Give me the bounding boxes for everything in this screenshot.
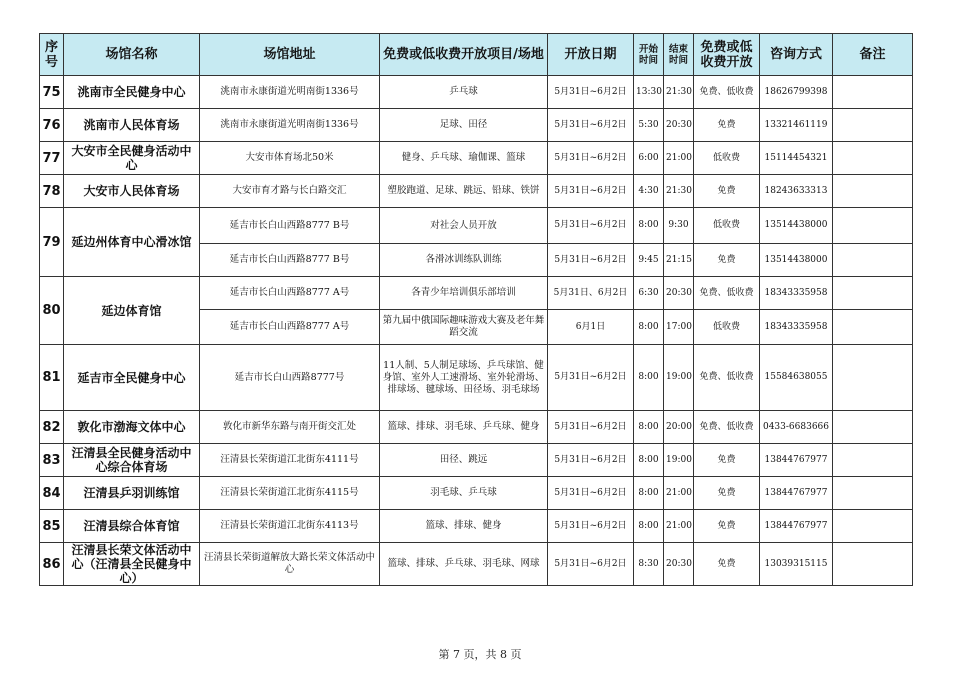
note-cell: [833, 277, 913, 310]
open-items: 乒乓球: [380, 76, 548, 109]
venue-address: 大安市育才路与长白路交汇: [200, 175, 380, 208]
fee-type: 免费: [694, 510, 760, 543]
venue-name: 汪清县长荣文体活动中心（汪清县全民健身中心）: [64, 543, 200, 586]
row-seq: 77: [40, 142, 64, 175]
contact-phone: 18243633313: [760, 175, 833, 208]
note-cell: [833, 175, 913, 208]
open-date: 5月31日~6月2日: [548, 244, 634, 277]
contact-phone: 13844767977: [760, 510, 833, 543]
end-time: 21:30: [664, 175, 694, 208]
header-row: [40, 34, 913, 76]
note-cell: [833, 208, 913, 244]
open-items: 篮球、排球、羽毛球、乒乓球、健身: [380, 411, 548, 444]
venue-address: 延吉市长白山西路8777 A号: [200, 277, 380, 310]
note-cell: [833, 76, 913, 109]
open-date: 5月31日~6月2日: [548, 444, 634, 477]
start-time: 6:00: [634, 142, 664, 175]
note-cell: [833, 477, 913, 510]
row-seq: 79: [40, 208, 64, 277]
venue-name: 洮南市人民体育场: [64, 109, 200, 142]
table-row: [40, 109, 913, 142]
open-date: 6月1日: [548, 310, 634, 345]
header-contact: 咨询方式: [760, 34, 833, 76]
contact-phone: 13039315115: [760, 543, 833, 586]
row-seq: 83: [40, 444, 64, 477]
venue-name: 大安市全民健身活动中心: [64, 142, 200, 175]
venue-name: 延边州体育中心滑冰馆: [64, 208, 200, 277]
page-footer: 第 7 页，共 8 页: [438, 648, 522, 661]
venue-address: 洮南市永康街道光明南街1336号: [200, 76, 380, 109]
end-time: 21:00: [664, 142, 694, 175]
open-items: 篮球、排球、乒乓球、羽毛球、网球: [380, 543, 548, 586]
end-time: 21:15: [664, 244, 694, 277]
venue-name: 洮南市全民健身中心: [64, 76, 200, 109]
fee-type: 免费: [694, 244, 760, 277]
venue-name: 敦化市渤海文体中心: [64, 411, 200, 444]
fee-type: 免费: [694, 175, 760, 208]
contact-phone: 18343335958: [760, 310, 833, 345]
fee-type: 免费: [694, 543, 760, 586]
fee-type: 低收费: [694, 208, 760, 244]
venue-name: 延边体育馆: [64, 277, 200, 345]
table-row: [40, 142, 913, 175]
open-date: 5月31日~6月2日: [548, 109, 634, 142]
end-time: 21:30: [664, 76, 694, 109]
fee-type: 免费、低收费: [694, 411, 760, 444]
header-start: 开始时间: [634, 34, 664, 76]
open-date: 5月31日~6月2日: [548, 76, 634, 109]
venue-name: 汪清县乒羽训练馆: [64, 477, 200, 510]
header-date: 开放日期: [548, 34, 634, 76]
row-seq: 82: [40, 411, 64, 444]
venue-address: 汪清县长荣街道江北街东4113号: [200, 510, 380, 543]
start-time: 5:30: [634, 109, 664, 142]
open-date: 5月31日~6月2日: [548, 477, 634, 510]
open-items: 田径、跳远: [380, 444, 548, 477]
open-items: 对社会人员开放: [380, 208, 548, 244]
table-row: [40, 477, 913, 510]
open-date: 5月31日~6月2日: [548, 345, 634, 411]
venue-address: 延吉市长白山西路8777 B号: [200, 244, 380, 277]
header-end: 结束时间: [664, 34, 694, 76]
header-fee: 免费或低收费开放: [694, 34, 760, 76]
note-cell: [833, 543, 913, 586]
header-name: 场馆名称: [64, 34, 200, 76]
row-seq: 86: [40, 543, 64, 586]
contact-phone: 18343335958: [760, 277, 833, 310]
table-row: [40, 208, 913, 244]
start-time: 8:00: [634, 310, 664, 345]
header-address: 场馆地址: [200, 34, 380, 76]
row-seq: 85: [40, 510, 64, 543]
table-row: [40, 76, 913, 109]
start-time: 8:00: [634, 345, 664, 411]
row-seq: 81: [40, 345, 64, 411]
contact-phone: 15114454321: [760, 142, 833, 175]
open-items: 各滑冰训练队训练: [380, 244, 548, 277]
table-row: [40, 543, 913, 586]
note-cell: [833, 510, 913, 543]
header-items: 免费或低收费开放项目/场地: [380, 34, 548, 76]
row-seq: 78: [40, 175, 64, 208]
note-cell: [833, 109, 913, 142]
table-body: [40, 76, 913, 586]
start-time: 6:30: [634, 277, 664, 310]
start-time: 8:00: [634, 510, 664, 543]
venue-address: 延吉市长白山西路8777号: [200, 345, 380, 411]
open-items: 各青少年培训俱乐部培训: [380, 277, 548, 310]
note-cell: [833, 444, 913, 477]
open-date: 5月31日~6月2日: [548, 175, 634, 208]
open-items: 塑胶跑道、足球、跳远、铅球、铁饼: [380, 175, 548, 208]
row-seq: 84: [40, 477, 64, 510]
open-date: 5月31日~6月2日: [548, 142, 634, 175]
end-time: 17:00: [664, 310, 694, 345]
start-time: 8:00: [634, 208, 664, 244]
open-items: 11人制、5人制足球场、乒乓球馆、健身馆、室外人工速滑场、室外轮滑场、排球场、毽球场、田径场、羽毛球场: [380, 345, 548, 411]
open-date: 5月31日、6月2日: [548, 277, 634, 310]
end-time: 19:00: [664, 345, 694, 411]
contact-phone: 15584638055: [760, 345, 833, 411]
venue-address: 汪清县长荣街道解放大路长荣文体活动中心: [200, 543, 380, 586]
venue-address: 敦化市新华东路与南开街交汇处: [200, 411, 380, 444]
row-seq: 80: [40, 277, 64, 345]
table-row: [40, 411, 913, 444]
open-items: 足球、田径: [380, 109, 548, 142]
venue-address: 延吉市长白山西路8777 A号: [200, 310, 380, 345]
row-seq: 75: [40, 76, 64, 109]
start-time: 8:00: [634, 477, 664, 510]
fee-type: 免费: [694, 109, 760, 142]
table-row: [40, 175, 913, 208]
contact-phone: 13514438000: [760, 244, 833, 277]
open-date: 5月31日~6月2日: [548, 543, 634, 586]
end-time: 20:30: [664, 109, 694, 142]
open-date: 5月31日~6月2日: [548, 411, 634, 444]
end-time: 21:00: [664, 510, 694, 543]
end-time: 9:30: [664, 208, 694, 244]
start-time: 9:45: [634, 244, 664, 277]
venue-schedule-table: [39, 33, 913, 586]
venue-name: 汪清县全民健身活动中心综合体育场: [64, 444, 200, 477]
fee-type: 免费、低收费: [694, 345, 760, 411]
end-time: 19:00: [664, 444, 694, 477]
row-seq: 76: [40, 109, 64, 142]
fee-type: 低收费: [694, 310, 760, 345]
header-note: 备注: [833, 34, 913, 76]
start-time: 8:00: [634, 411, 664, 444]
start-time: 4:30: [634, 175, 664, 208]
note-cell: [833, 244, 913, 277]
venue-address: 汪清县长荣街道江北街东4111号: [200, 444, 380, 477]
venue-name: 汪清县综合体育馆: [64, 510, 200, 543]
open-items: 第九届中俄国际趣味游戏大赛及老年舞蹈交流: [380, 310, 548, 345]
venue-name: 延吉市全民健身中心: [64, 345, 200, 411]
end-time: 20:30: [664, 277, 694, 310]
note-cell: [833, 411, 913, 444]
fee-type: 免费、低收费: [694, 277, 760, 310]
start-time: 8:30: [634, 543, 664, 586]
open-items: 羽毛球、乒乓球: [380, 477, 548, 510]
open-items: 健身、乒乓球、瑜伽课、篮球: [380, 142, 548, 175]
contact-phone: 0433-6683666: [760, 411, 833, 444]
fee-type: 低收费: [694, 142, 760, 175]
venue-address: 洮南市永康街道光明南街1336号: [200, 109, 380, 142]
fee-type: 免费、低收费: [694, 76, 760, 109]
open-date: 5月31日~6月2日: [548, 510, 634, 543]
venue-address: 延吉市长白山西路8777 B号: [200, 208, 380, 244]
venue-address: 汪清县长荣街道江北街东4115号: [200, 477, 380, 510]
fee-type: 免费: [694, 477, 760, 510]
venue-name: 大安市人民体育场: [64, 175, 200, 208]
start-time: 13:30: [634, 76, 664, 109]
end-time: 21:00: [664, 477, 694, 510]
table-row: [40, 510, 913, 543]
contact-phone: 13321461119: [760, 109, 833, 142]
open-items: 篮球、排球、健身: [380, 510, 548, 543]
header-seq: 序号: [40, 34, 64, 76]
table-row: [40, 277, 913, 310]
table-row: [40, 444, 913, 477]
contact-phone: 13514438000: [760, 208, 833, 244]
note-cell: [833, 142, 913, 175]
contact-phone: 13844767977: [760, 444, 833, 477]
contact-phone: 13844767977: [760, 477, 833, 510]
end-time: 20:00: [664, 411, 694, 444]
table-row: [40, 345, 913, 411]
fee-type: 免费: [694, 444, 760, 477]
venue-address: 大安市体育场北50米: [200, 142, 380, 175]
end-time: 20:30: [664, 543, 694, 586]
open-date: 5月31日~6月2日: [548, 208, 634, 244]
start-time: 8:00: [634, 444, 664, 477]
note-cell: [833, 310, 913, 345]
note-cell: [833, 345, 913, 411]
contact-phone: 18626799398: [760, 76, 833, 109]
